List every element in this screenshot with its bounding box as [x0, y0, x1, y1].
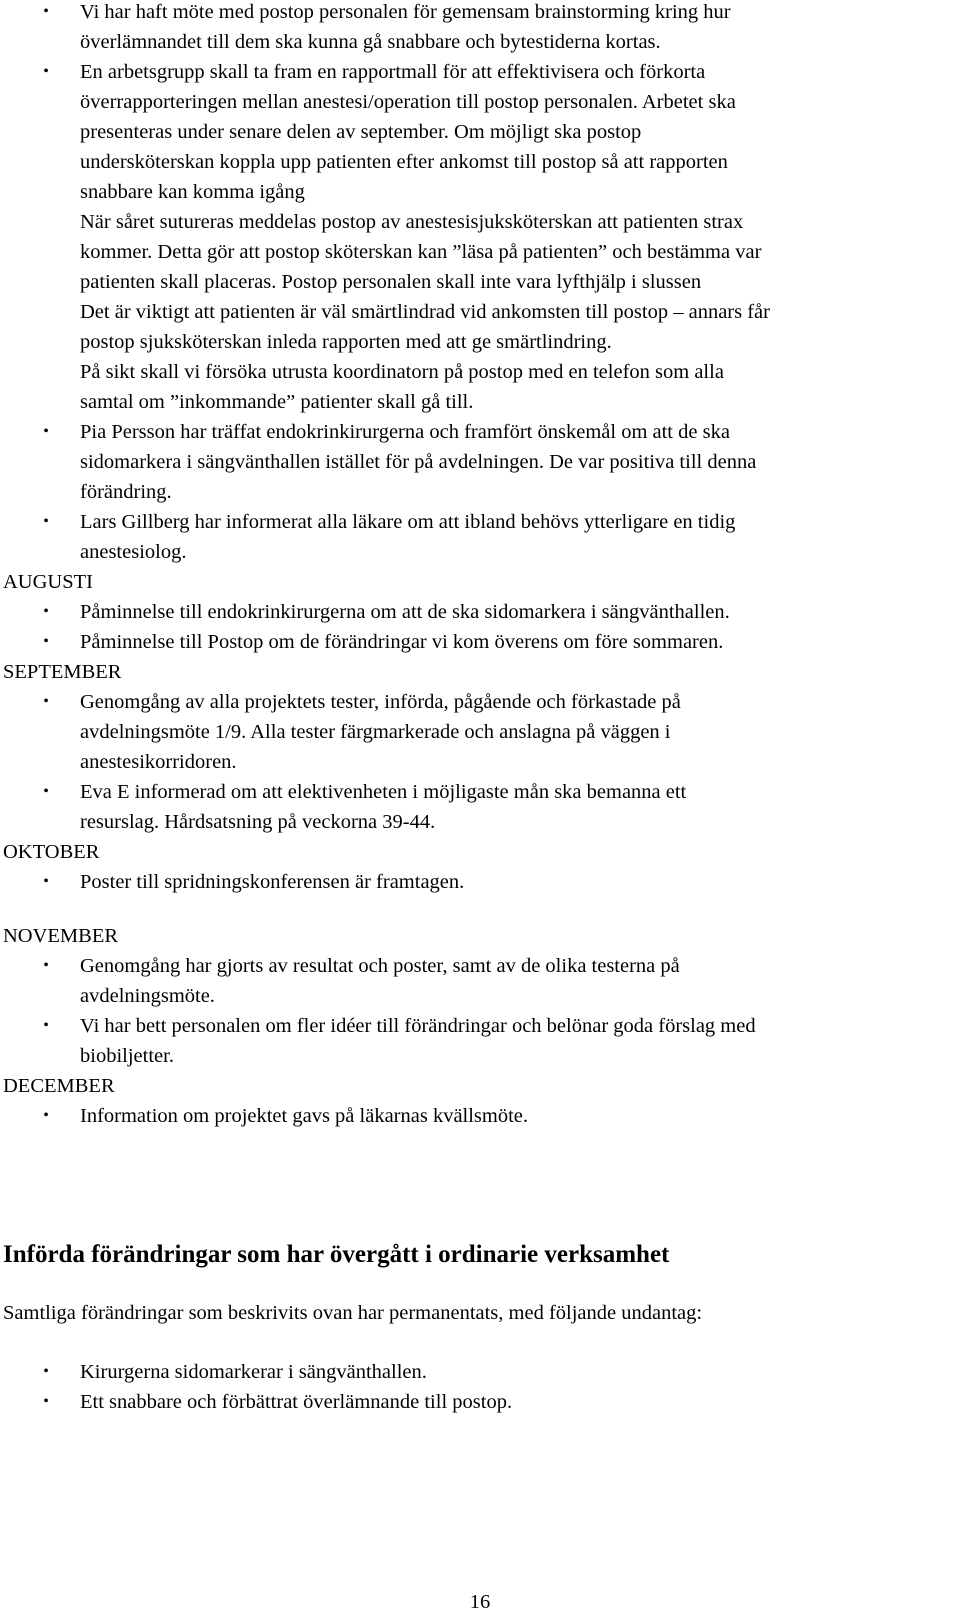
- list-item: • Påminnelse till Postop om de förändringar vi kom överens om före sommaren.: [0, 627, 960, 657]
- list-item: • Genomgång av alla projektets tester, införda, pågående och förkastade på avdelningsmöte 1/9. Alla tester färgmarkerade och anslagna på väggen i anestesikorridoren.: [0, 687, 960, 777]
- bullet-icon: •: [43, 633, 49, 650]
- bullet-icon: •: [43, 1107, 49, 1124]
- month-heading: NOVEMBER: [3, 925, 119, 947]
- month-heading: SEPTEMBER: [3, 661, 122, 683]
- list-item: • En arbetsgrupp skall ta fram en rapportmall för att effektivisera och förkorta överrapporteringen mellan anestesi/operation till postop personalen. Arbetet ska presenteras under senare delen av september. Om möjligt ska postop undersköterskan koppla upp patienten efter ankomst till postop så att rapporten snabbare kan komma igång När såret sutureras meddelas postop av anestesisjuksköterskan att patienten strax kommer. Detta gör att postop sköterskan kan ”läsa på patienten” och bestämma var patienten skall placeras. Postop personalen skall inte vara lyfthjälp i slussen Det är viktigt att patienten är väl smärtlindrad vid ankomsten till postop – annars får postop sjuksköterskan inleda rapporten med att ge smärtlindring. På sikt skall vi försöka utrusta koordinatorn på postop med en telefon som alla samtal om ”inkommande” patienter skall gå till.: [0, 57, 960, 417]
- bullet-icon: •: [43, 513, 49, 530]
- section-intro: Samtliga förändringar som beskrivits ovan har permanentats, med följande undantag:: [3, 1302, 703, 1324]
- bullet-icon: •: [43, 783, 49, 800]
- list-item: • Information om projektet gavs på läkarnas kvällsmöte.: [0, 1101, 960, 1131]
- list-item: • Ett snabbare och förbättrat överlämnande till postop.: [0, 1387, 960, 1417]
- list-item: • Påminnelse till endokrinkirurgerna om att de ska sidomarkera i sängvänthallen.: [0, 597, 960, 627]
- month-heading: AUGUSTI: [3, 571, 93, 593]
- bullet-icon: •: [43, 423, 49, 440]
- list-item: • Vi har bett personalen om fler idéer till förändringar och belönar goda förslag med biobiljetter.: [0, 1011, 960, 1071]
- bullet-icon: •: [43, 873, 49, 890]
- list-item: • Vi har haft möte med postop personalen för gemensam brainstorming kring hur överlämnandet till dem ska kunna gå snabbare och bytestiderna kortas.: [0, 0, 960, 57]
- list-item: • Lars Gillberg har informerat alla läkare om att ibland behövs ytterligare en tidig anestesiolog.: [0, 507, 960, 567]
- list-item: • Genomgång har gjorts av resultat och poster, samt av de olika testerna på avdelningsmöte.: [0, 951, 960, 1011]
- list-item: • Pia Persson har träffat endokrinkirurgerna och framfört önskemål om att de ska sidomarkera i sängvänthallen istället för på avdelningen. De var positiva till denna förändring.: [0, 417, 960, 507]
- bullet-icon: •: [43, 1393, 49, 1410]
- list-item: • Kirurgerna sidomarkerar i sängvänthallen.: [0, 1357, 960, 1387]
- bullet-icon: •: [43, 693, 49, 710]
- month-heading: DECEMBER: [3, 1075, 115, 1097]
- bullet-icon: •: [43, 1363, 49, 1380]
- list-item: • Eva E informerad om att elektivenheten i möjligaste mån ska bemanna ett resurslag. Hårdsatsning på veckorna 39-44.: [0, 777, 960, 837]
- bullet-icon: •: [43, 957, 49, 974]
- bullet-icon: •: [43, 3, 49, 20]
- list-item: • Poster till spridningskonferensen är framtagen.: [0, 867, 960, 897]
- bullet-icon: •: [43, 603, 49, 620]
- section-heading: Införda förändringar som har övergått i ordinarie verksamhet: [3, 1241, 670, 1268]
- bullet-icon: •: [43, 63, 49, 80]
- bullet-icon: •: [43, 1017, 49, 1034]
- exceptions-list: [0, 1357, 960, 1417]
- page-number: 16: [469, 1591, 491, 1613]
- month-heading: OKTOBER: [3, 841, 100, 863]
